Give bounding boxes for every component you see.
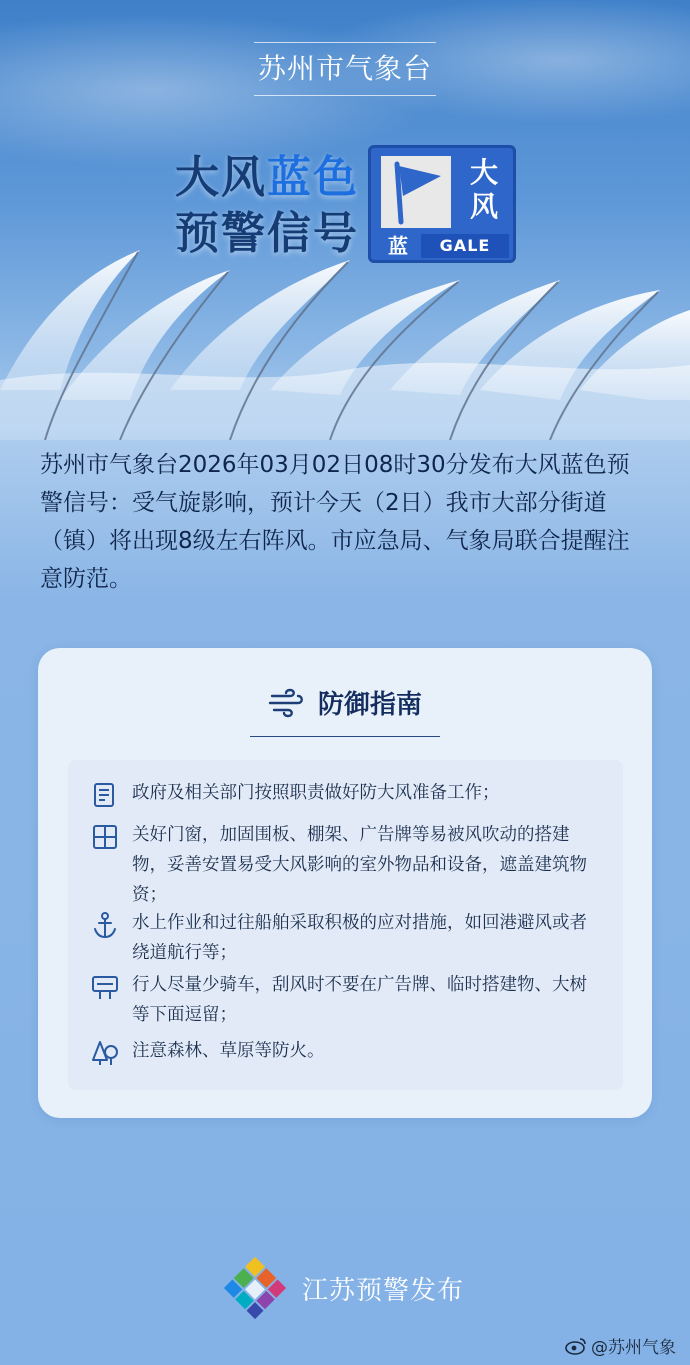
guide-item-1: 政府及相关部门按照职责做好防大风准备工作； — [90, 778, 600, 810]
sign-level: 蓝 — [388, 234, 408, 258]
guide-item-3: 水上作业和过往船舶采取积极的应对措施，如回港避风或者绕道航行等； — [90, 908, 600, 968]
title-line2: 预警信号 — [175, 208, 359, 259]
billboard-icon — [90, 972, 120, 1002]
jiangsu-warning-logo — [222, 1253, 288, 1323]
sign-gale-chars: 大 风 — [469, 156, 498, 223]
flag-icon — [381, 156, 451, 228]
anchor-icon — [90, 910, 120, 940]
forest-icon — [90, 1038, 120, 1068]
title-accent: 蓝色 — [267, 152, 359, 203]
org-name: 苏州市气象台 — [0, 42, 690, 96]
footer-brand-text: 江苏预警发布 — [302, 1275, 465, 1306]
guide-header — [38, 684, 652, 722]
guide-item-2: 关好门窗，加固围板、棚架、广告牌等易被风吹动的搭建物，妥善安置易受大风影响的室外物品和设备，遮盖建筑物资； — [90, 820, 600, 910]
defense-guide-card — [38, 648, 652, 1118]
title-prefix: 大风 — [175, 152, 267, 203]
reeds-illustration — [0, 240, 690, 440]
window-icon — [90, 822, 120, 852]
guide-item-5: 注意森林、草原等防火。 — [90, 1036, 600, 1068]
footer-brand — [222, 1253, 464, 1323]
wind-icon — [268, 688, 306, 718]
weibo-icon — [565, 1337, 587, 1355]
guide-item-4: 行人尽量少骑车，刮风时不要在广告牌、临时搭建物、大树等下面逗留； — [90, 970, 600, 1030]
announcement-text: 苏州市气象台2026年03月02日08时30分发布大风蓝色预警信号：受气旋影响，预计今天（2日）我市大部分街道（镇）将出现8级左右阵风。市应急局、气象局联合提醒注意防范。 — [40, 452, 630, 592]
weibo-watermark — [565, 1333, 676, 1358]
guide-title: 防御指南 — [317, 690, 422, 720]
guide-divider — [250, 736, 440, 737]
document-icon — [90, 780, 120, 810]
watermark-text: @苏州气象 — [591, 1338, 676, 1358]
sign-gale-label: GALE — [421, 234, 509, 258]
